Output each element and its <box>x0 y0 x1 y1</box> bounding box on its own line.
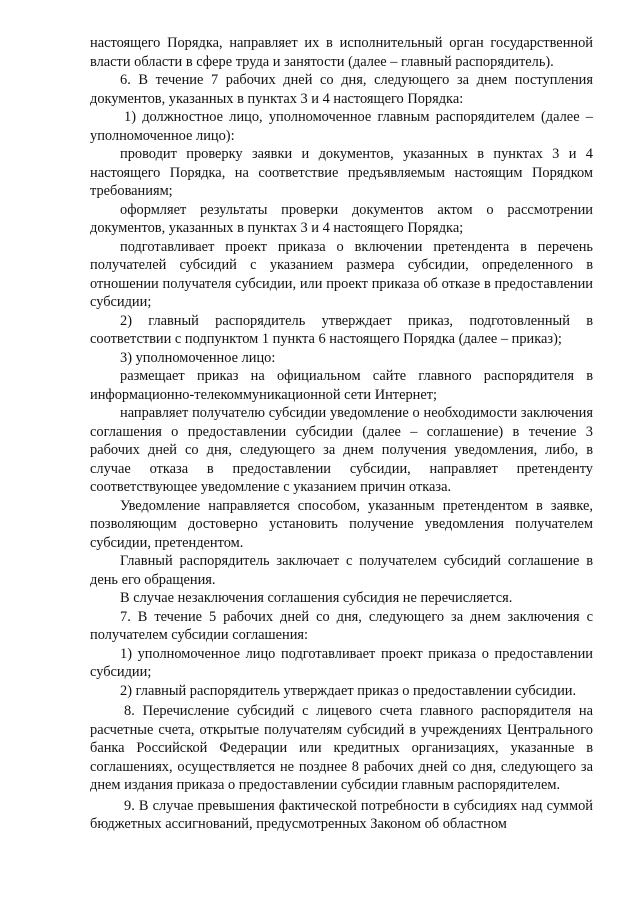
paragraph-item-6-3: 3) уполномоченное лицо: <box>120 349 276 366</box>
paragraph-draft-order: подготавливает проект приказа о включении претендента в перечень получателей субсидий с указанием размера субсидии, определенного в отношении получателя субсидии, или проект приказа об отказе в предоставлении субсидии; <box>90 238 593 310</box>
paragraph-item-8: 8. Перечисление субсидий с лицевого счета главного распорядителя на расчетные счета, открытые получателям субсидий в учреждениях Центрального банка Российской Федерации или кредитных организациях, указанные в соглашениях, осуществляется не позднее 8 рабочих дней со дня, следующего за днем издания приказа о предоставлении субсидии главным распорядителем. <box>90 703 593 793</box>
paragraph-item-6-1: 1) должностное лицо, уполномоченное главным распорядителем (далее – уполномоченное лицо): <box>90 109 593 144</box>
document-body <box>90 34 593 834</box>
paragraph-item-7: 7. В течение 5 рабочих дней со дня, следующего за днем заключения с получателем субсидии соглашения: <box>90 608 593 643</box>
paragraph-item-7-1: 1) уполномоченное лицо подготавливает проект приказа о предоставлении субсидии; <box>90 645 593 680</box>
paragraph-send-notice: направляет получателю субсидии уведомление о необходимости заключения соглашения о предоставлении субсидии (далее – соглашение) в течение 3 рабочих дней со дня, следующего за днем получения уведомления, либо, в случае отказа в предоставлении субсидии, направляет претенденту соответствующее уведомление с указанием причин отказа. <box>90 405 593 495</box>
paragraph-check-application: проводит проверку заявки и документов, указанных в пунктах 3 и 4 настоящего Порядка, на соответствие предъявляемым настоящим Порядком требованиям; <box>90 146 593 199</box>
paragraph-item-9: 9. В случае превышения фактической потребности в субсидиях над суммой бюджетных ассигнований, предусмотренных Законом об областном <box>90 797 593 832</box>
paragraph-agreement: Главный распорядитель заключает с получателем субсидий соглашение в день его обращения. <box>90 553 593 588</box>
paragraph-item-6-2: 2) главный распорядитель утверждает приказ, подготовленный в соответствии с подпунктом 1 пункта 6 настоящего Порядка (далее – приказ); <box>90 312 593 347</box>
paragraph-item-7-2: 2) главный распорядитель утверждает приказ о предоставлении субсидии. <box>120 682 577 699</box>
paragraph-item-6: 6. В течение 7 рабочих дней со дня, следующего за днем поступления документов, указанных в пунктах 3 и 4 настоящего Порядка: <box>90 72 593 107</box>
paragraph-continuation: настоящего Порядка, направляет их в исполнительный орган государственной власти области в сфере труда и занятости (далее – главный распорядитель). <box>90 35 593 70</box>
paragraph-act-of-review: оформляет результаты проверки документов актом о рассмотрении документов, указанных в пунктах 3 и 4 настоящего Порядка; <box>90 201 593 236</box>
paragraph-no-agreement: В случае незаключения соглашения субсидия не перечисляется. <box>120 590 513 606</box>
paragraph-notice-method: Уведомление направляется способом, указанным претендентом в заявке, позволяющим достоверно установить получение уведомления получателем субсидии, претендентом. <box>90 497 593 551</box>
paragraph-publish-order: размещает приказ на официальном сайте главного распорядителя в информационно-телекоммуникационной сети Интернет; <box>90 368 593 403</box>
